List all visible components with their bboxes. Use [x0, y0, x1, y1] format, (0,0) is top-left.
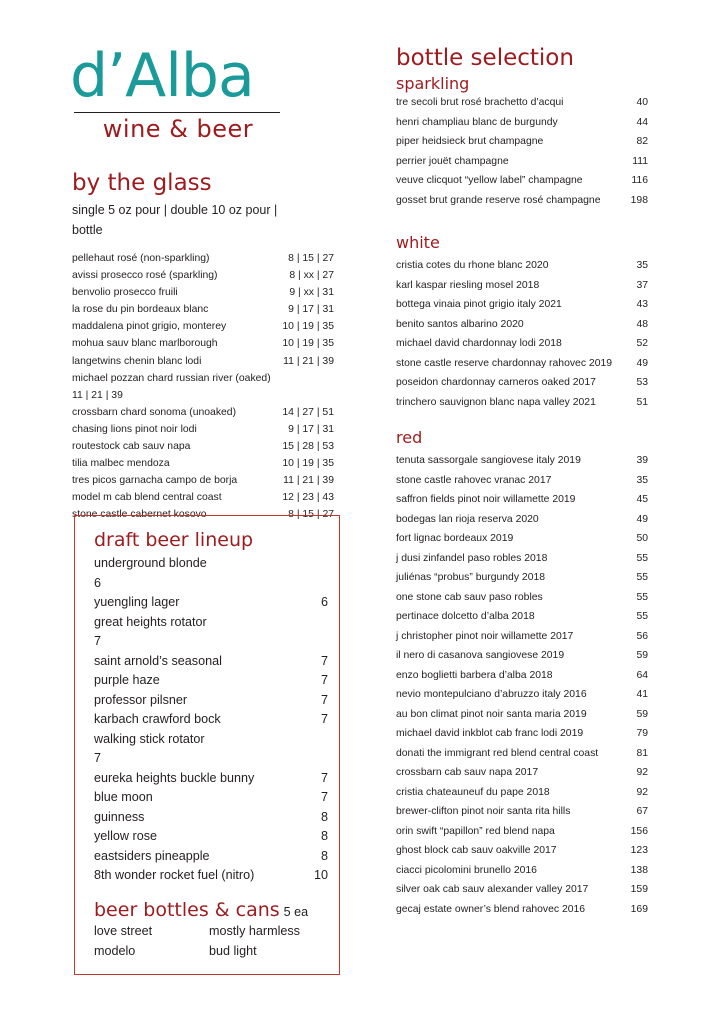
list-item — [396, 93, 648, 113]
item-name: professor pilsner — [94, 692, 188, 707]
item-price: 198 — [630, 194, 648, 206]
list-item — [396, 132, 648, 152]
item-price: 12 | 23 | 43 — [282, 492, 334, 504]
beer-bottles-header — [94, 899, 308, 921]
item-price: 40 — [636, 97, 648, 108]
list-item — [396, 315, 648, 335]
item-price: 92 — [636, 767, 648, 778]
item-price: 48 — [636, 318, 648, 330]
item-name: maddalena pinot grigio, monterey — [72, 321, 227, 333]
item-name: bottega vinaia pinot grigio italy 2021 — [396, 299, 562, 310]
item-price: 6 — [94, 575, 102, 590]
item-name: routestock cab sauv napa — [72, 441, 191, 453]
item-price: 55 — [636, 591, 648, 603]
list-item — [72, 335, 334, 352]
item-name: piper heidsieck brut champagne — [396, 136, 544, 147]
white-section — [396, 233, 648, 412]
list-item — [396, 171, 648, 191]
list-item — [72, 250, 334, 267]
item-price: 35 — [636, 474, 648, 486]
item-price: 9 | 17 | 31 — [288, 423, 334, 435]
item-name: karbach crawford bock — [94, 712, 221, 726]
item-name: la rose du pin bordeaux blanc — [72, 304, 209, 316]
item-name: orin swift “papillon” red blend napa — [396, 825, 555, 837]
item-name: j christopher pinot noir willamette 2017 — [396, 630, 574, 642]
white-list — [396, 256, 648, 412]
list-item — [72, 318, 334, 335]
item-price: 8 — [320, 809, 328, 824]
sparkling-heading: sparkling — [396, 74, 470, 93]
list-item — [94, 554, 330, 593]
list-item — [396, 802, 648, 822]
item-price: 156 — [630, 825, 648, 837]
item-name: ciacci picolomini brunello 2016 — [396, 864, 537, 876]
list-item — [396, 607, 648, 627]
bottle-selection-heading: bottle selection — [396, 45, 574, 71]
draft-beer-heading: draft beer lineup — [94, 529, 254, 551]
item-price: 55 — [636, 552, 648, 564]
item-name: benito santos albarino 2020 — [396, 318, 524, 330]
list-item — [396, 354, 648, 374]
item-name: fort lignac bordeaux 2019 — [396, 533, 514, 544]
item-name: j dusi zinfandel paso robles 2018 — [396, 552, 548, 564]
list-item — [396, 393, 648, 413]
list-item — [72, 370, 334, 404]
item-price: 8 | 15 | 27 — [288, 509, 334, 521]
item-price: 67 — [636, 806, 648, 817]
item-price: 116 — [631, 175, 648, 186]
item-price: 7 — [320, 790, 328, 804]
list-item — [72, 472, 334, 489]
list-item — [72, 267, 334, 284]
item-name: one stone cab sauv paso robles — [396, 591, 543, 603]
list-item — [94, 847, 330, 867]
item-price: 49 — [636, 513, 648, 525]
item-price: 7 — [94, 634, 102, 648]
item-name: stone castle cabernet kosovo — [72, 509, 207, 521]
list-item — [396, 666, 648, 686]
item-price: 81 — [636, 747, 648, 759]
list-item — [396, 841, 648, 861]
list-item — [94, 671, 330, 691]
item-name: silver oak cab sauv alexander valley 2017 — [396, 884, 589, 895]
list-item — [396, 568, 648, 588]
item-price: 56 — [636, 630, 648, 642]
list-item — [396, 880, 648, 900]
item-name: yellow rose — [94, 829, 157, 843]
item-name: langetwins chenin blanc lodi — [72, 355, 202, 367]
red-heading: red — [396, 428, 423, 447]
list-item — [94, 691, 330, 711]
item-name: saffron fields pinot noir willamette 2019 — [396, 494, 576, 505]
list-item — [396, 724, 648, 744]
beer-bottles-heading: beer bottles & cans — [94, 899, 280, 921]
list-item — [396, 744, 648, 764]
item-price: 123 — [630, 845, 648, 856]
item-price: 35 — [636, 260, 648, 271]
item-price: 7 — [320, 770, 328, 785]
red-section — [396, 428, 648, 919]
list-item — [396, 549, 648, 569]
item-name: crossbarn chard sonoma (unoaked) — [72, 406, 237, 418]
item-name: mohua sauv blanc marlborough — [72, 338, 218, 350]
list-item — [396, 646, 648, 666]
list-item — [94, 730, 330, 769]
item-price: 55 — [636, 572, 648, 583]
list-item: love street — [94, 924, 153, 938]
item-price: 15 | 28 | 53 — [282, 441, 334, 453]
item-price: 8 | xx | 27 — [289, 270, 334, 282]
item-price: 8 — [320, 829, 328, 843]
item-name: veuve clicquot “yellow label” champagne — [396, 175, 583, 186]
list-item — [94, 652, 330, 672]
list-item: bud light — [209, 943, 257, 958]
beer-bottles-list — [94, 922, 314, 961]
item-price: 7 — [320, 712, 328, 726]
item-name: pellehaut rosé (non-sparkling) — [72, 253, 210, 264]
item-name: brewer-clifton pinot noir santa rita hills — [396, 806, 571, 817]
item-name: au bon climat pinot noir santa maria 2019 — [396, 708, 587, 720]
by-the-glass-section — [72, 168, 334, 524]
list-item — [396, 191, 648, 211]
list-item — [72, 438, 334, 455]
list-item — [72, 421, 334, 438]
item-name: tenuta sassorgale sangiovese italy 2019 — [396, 455, 581, 466]
list-item — [396, 276, 648, 296]
item-price: 49 — [636, 357, 648, 369]
item-price: 10 — [314, 868, 329, 882]
list-item — [396, 256, 648, 276]
bottle-selection-header — [396, 44, 648, 72]
item-name: saint arnold’s seasonal — [94, 653, 222, 668]
item-name: donati the immigrant red blend central coast — [396, 747, 599, 759]
logo-divider — [74, 112, 280, 113]
item-price: 45 — [636, 494, 648, 505]
item-price: 14 | 27 | 51 — [282, 406, 334, 418]
item-name: cristia cotes du rhone blanc 2020 — [396, 260, 549, 271]
item-price: 39 — [636, 455, 648, 466]
item-name: yuengling lager — [94, 595, 180, 609]
item-name: michael pozzan chard russian river (oaked) — [72, 372, 271, 384]
item-price: 79 — [636, 728, 648, 739]
list-item — [396, 588, 648, 608]
list-item — [396, 529, 648, 549]
item-name: stone castle reserve chardonnay rahovec 2019 — [396, 357, 613, 369]
list-item — [72, 489, 334, 506]
list-item — [72, 284, 334, 301]
item-price: 169 — [630, 903, 648, 915]
item-price: 52 — [636, 338, 648, 349]
item-price: 64 — [636, 669, 648, 681]
item-price: 59 — [636, 708, 648, 720]
item-name: 8th wonder rocket fuel (nitro) — [94, 868, 255, 882]
logo-wordmark: d’Alba — [70, 41, 254, 111]
list-item — [94, 593, 330, 613]
by-the-glass-list — [72, 250, 334, 524]
draft-beer-list — [94, 554, 330, 886]
item-price: 11 | 21 | 39 — [72, 389, 123, 401]
item-name: pertinace dolcetto d’alba 2018 — [396, 611, 535, 622]
item-price: 50 — [636, 533, 648, 544]
red-list — [396, 451, 648, 919]
item-name: juliénas “probus” burgundy 2018 — [396, 572, 546, 583]
list-item — [396, 763, 648, 783]
list-item — [396, 152, 648, 172]
item-name: tilia malbec mendoza — [72, 458, 170, 470]
item-price: 111 — [632, 155, 648, 167]
list-item: mostly harmless — [209, 924, 300, 938]
list-item — [396, 627, 648, 647]
draft-beer-section — [94, 528, 330, 886]
item-name: perrier jouët champagne — [396, 155, 509, 167]
item-price: 7 — [94, 751, 102, 765]
item-price: 8 | 15 | 27 — [288, 253, 334, 264]
logo-subtitle: wine & beer — [102, 115, 254, 143]
item-price: 10 | 19 | 35 — [282, 458, 334, 470]
item-price: 55 — [636, 611, 648, 622]
item-name: gecaj estate owner’s blend rahovec 2016 — [396, 903, 586, 915]
list-item — [396, 510, 648, 530]
list-item — [94, 827, 330, 847]
item-name: eureka heights buckle bunny — [94, 770, 255, 785]
item-name: gosset brut grande reserve rosé champagne — [396, 194, 601, 206]
item-price: 7 — [320, 653, 328, 668]
list-item — [396, 373, 648, 393]
item-price: 51 — [636, 396, 648, 408]
item-price: 159 — [630, 884, 648, 895]
list-item — [396, 705, 648, 725]
list-item: modelo — [94, 943, 136, 958]
item-name: tre secoli brut rosé brachetto d’acqui — [396, 97, 564, 108]
item-name: stone castle rahovec vranac 2017 — [396, 474, 552, 486]
item-price: 138 — [630, 864, 648, 876]
item-name: walking stick rotator — [94, 731, 205, 746]
item-name: eastsiders pineapple — [94, 848, 210, 863]
beer-bottles-price: 5 ea — [283, 905, 309, 919]
item-name: avissi prosecco rosé (sparkling) — [72, 270, 218, 282]
list-item — [396, 451, 648, 471]
item-price: 44 — [636, 116, 648, 128]
list-item — [94, 808, 330, 828]
item-name: model m cab blend central coast — [72, 492, 222, 504]
item-name: michael david inkblot cab franc lodi 2019 — [396, 728, 584, 739]
list-item — [396, 334, 648, 354]
item-name: trinchero sauvignon blanc napa valley 2021 — [396, 396, 596, 408]
item-price: 7 — [320, 692, 328, 707]
item-price: 6 — [320, 595, 328, 609]
item-price: 41 — [636, 689, 648, 700]
item-price: 37 — [636, 279, 648, 291]
list-item — [72, 353, 334, 370]
item-name: underground blonde — [94, 556, 207, 570]
item-price: 11 | 21 | 39 — [283, 355, 334, 367]
list-item — [396, 900, 648, 920]
item-name: enzo boglietti barbera d’alba 2018 — [396, 669, 553, 681]
by-the-glass-subtitle: single 5 oz pour | double 10 oz pour | bottle — [72, 203, 278, 237]
list-item — [94, 613, 330, 652]
item-name: chasing lions pinot noir lodi — [72, 423, 197, 435]
list-item — [396, 295, 648, 315]
item-price: 10 | 19 | 35 — [282, 338, 334, 350]
item-price: 59 — [636, 650, 648, 661]
item-price: 9 | xx | 31 — [289, 287, 334, 299]
logo — [70, 41, 280, 143]
white-heading: white — [396, 233, 440, 252]
item-name: purple haze — [94, 673, 160, 687]
item-name: henri champliau blanc de burgundy — [396, 116, 558, 128]
item-name: great heights rotator — [94, 614, 207, 629]
item-name: ghost block cab sauv oakville 2017 — [396, 845, 557, 856]
item-name: nevio montepulciano d’abruzzo italy 2016 — [396, 689, 587, 700]
item-name: guinness — [94, 809, 145, 824]
item-price: 10 | 19 | 35 — [282, 321, 334, 333]
list-item — [72, 301, 334, 318]
list-item — [94, 866, 330, 886]
item-name: blue moon — [94, 790, 153, 804]
item-price: 7 — [320, 673, 328, 687]
item-price: 11 | 21 | 39 — [283, 475, 334, 487]
list-item — [94, 710, 330, 730]
list-item — [396, 822, 648, 842]
item-price: 82 — [636, 136, 648, 147]
item-name: poseidon chardonnay carneros oaked 2017 — [396, 377, 596, 388]
item-name: karl kaspar riesling mosel 2018 — [396, 279, 540, 291]
item-price: 9 | 17 | 31 — [288, 304, 334, 316]
list-item — [396, 783, 648, 803]
item-name: crossbarn cab sauv napa 2017 — [396, 767, 539, 778]
item-name: bodegas lan rioja reserva 2020 — [396, 513, 539, 525]
list-item — [396, 113, 648, 133]
list-item — [72, 455, 334, 472]
item-name: il nero di casanova sangiovese 2019 — [396, 650, 565, 661]
list-item — [396, 490, 648, 510]
item-name: benvolio prosecco fruili — [72, 287, 178, 299]
item-name: cristia chateauneuf du pape 2018 — [396, 786, 550, 798]
by-the-glass-heading: by the glass — [72, 170, 212, 196]
list-item — [94, 788, 330, 808]
item-name: tres picos garnacha campo de borja — [72, 475, 238, 487]
list-item — [72, 404, 334, 421]
list-item — [396, 471, 648, 491]
sparkling-list — [396, 93, 648, 210]
list-item — [396, 861, 648, 881]
item-price: 92 — [636, 786, 648, 798]
list-item — [94, 769, 330, 789]
item-price: 43 — [636, 299, 648, 310]
list-item — [396, 685, 648, 705]
item-price: 53 — [636, 377, 648, 388]
sparkling-section — [396, 74, 648, 210]
item-price: 8 — [320, 848, 328, 863]
item-name: michael david chardonnay lodi 2018 — [396, 338, 562, 349]
